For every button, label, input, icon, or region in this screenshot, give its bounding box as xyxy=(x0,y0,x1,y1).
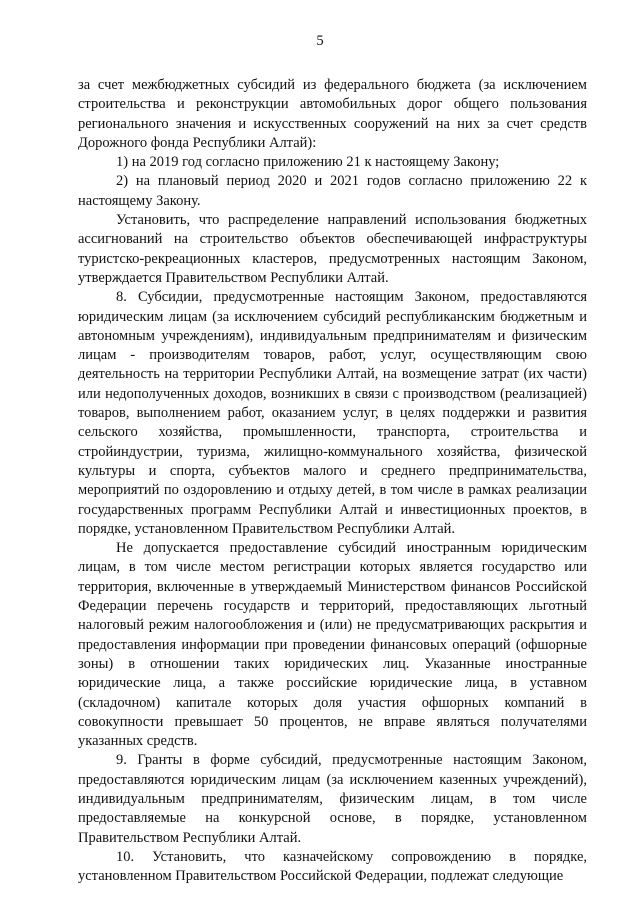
paragraph-section-9-grants: 9. Гранты в форме субсидий, предусмотренные настоящим Законом, предоставляются юридическим лицам (за исключением казенных учреждений), индивидуальным предпринимателям, физическим лицам, в том числе предоставляемые на конкурсной основе, в порядке, установленном Правительством Республики Алтай. xyxy=(78,752,587,846)
paragraph-establish-distribution: Установить, что распределение направлений использования бюджетных ассигнований на строительство объектов обеспечивающей инфраструктуры туристско-рекреационных кластеров, предусмотренных настоящим Законом, утверждается Правительством Республики Алтай. xyxy=(78,212,587,286)
paragraph-foreign-entities: Не допускается предоставление субсидий иностранным юридическим лицам, в том числе местом регистрации которых является государство или территория, включенные в утверждаемый Министерством финансов Российской Федерации перечень государств и территорий, предоставляющих льготный налоговый режим налогообложения и (или) не предусматривающих раскрытия и предоставления информации при проведении финансовых операций (офшорные зоны) в отношении таких юридических лиц. Указанные иностранные юридические лица, а также российские юридические лица, в уставном (складочном) капитале которых доля участия офшорных компаний в совокупности превышает 50 процентов, не вправе являться получателями указанных средств. xyxy=(78,540,587,750)
paragraph-continuation: за счет межбюджетных субсидий из федерального бюджета (за исключением строительства и реконструкции автомобильных дорог общего пользования регионального значения и искусственных сооружений на них за счет средств Дорожного фонда Республики Алтай): xyxy=(78,77,587,151)
paragraph-section-8-subsidies: 8. Субсидии, предусмотренные настоящим Законом, предоставляются юридическим лицам (за исключением субсидий республиканским бюджетным и автономным учреждениям), индивидуальным предпринимателям и физическим лицам - производителям товаров, работ, услуг, осуществляющим свою деятельность на территории Республики Алтай, на возмещение затрат (их части) или недополученных доходов, возникших в связи с производством (реализацией) товаров, выполнением работ, оказанием услуг, в целях поддержки и развития сельского хозяйства, промышленности, транспорта, строительства и стройиндустрии, туризма, жилищно-коммунального хозяйства, физической культуры и спорта, субъектов малого и среднего предпринимательства, мероприятий по оздоровлению и отдыху детей, в том числе в рамках реализации государственных программ Республики Алтай и инвестиционных проектов, в порядке, установленном Правительством Республики Алтай. xyxy=(78,289,587,537)
document-body xyxy=(78,76,587,886)
paragraph-item-2: 2) на плановый период 2020 и 2021 годов согласно приложению 22 к настоящему Закону. xyxy=(78,173,587,209)
paragraph-section-10-treasury: 10. Установить, что казначейскому сопровождению в порядке, установленном Правительством Российской Федерации, подлежат следующие xyxy=(78,848,587,885)
paragraph-item-1: 1) на 2019 год согласно приложению 21 к настоящему Закону; xyxy=(116,154,500,171)
page-number: 5 xyxy=(316,33,324,49)
